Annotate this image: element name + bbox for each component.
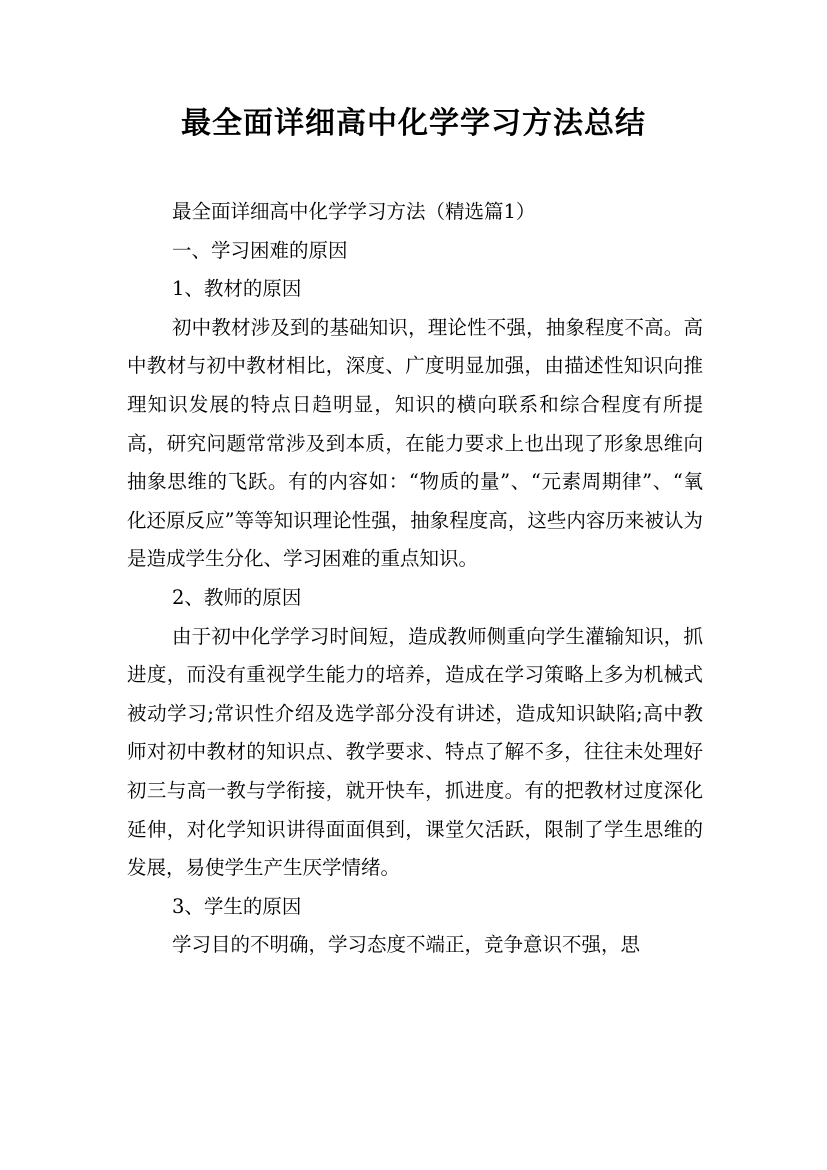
- document-body: [127, 193, 703, 965]
- subsection-heading-3: 3、学生的原因: [172, 894, 302, 918]
- subsection-heading-1: 1、教材的原因: [172, 277, 302, 301]
- paragraph-2: 由于初中化学学习时间短，造成教师侧重向学生灌输知识，抓进度，而没有重视学生能力的培养，造成在学习策略上多为机械式被动学习;常识性介绍及选学部分没有讲述，造成知识缺陷;高中教师对初中教材的知识点、教学要求、特点了解不多，往往未处理好初三与高一教与学衔接，就开快车，抓进度。有的把教材过度深化延伸，对化学知识讲得面面俱到，课堂欠活跃，限制了学生思维的发展，易使学生产生厌学情绪。: [127, 624, 703, 880]
- document-title: 最全面详细高中化学学习方法总结: [181, 106, 646, 141]
- paragraph-3: 学习目的不明确，学习态度不端正，竞争意识不强，思: [172, 933, 641, 957]
- section-heading-1: 一、学习困难的原因: [172, 238, 348, 262]
- subsection-heading-2: 2、教师的原因: [172, 585, 302, 609]
- document-subtitle: 最全面详细高中化学学习方法（精选篇1）: [172, 200, 536, 223]
- paragraph-1: 初中教材涉及到的基础知识，理论性不强，抽象程度不高。高中教材与初中教材相比，深度、广度明显加强，由描述性知识向推理知识发展的特点日趋明显，知识的横向联系和综合程度有所提高，研究问题常常涉及到本质，在能力要求上也出现了形象思维向抽象思维的飞跃。有的内容如：“物质的量”、“元素周期律”、“氧化还原反应”等等知识理论性强，抽象程度高，这些内容历来被认为是造成学生分化、学习困难的重点知识。: [127, 315, 703, 571]
